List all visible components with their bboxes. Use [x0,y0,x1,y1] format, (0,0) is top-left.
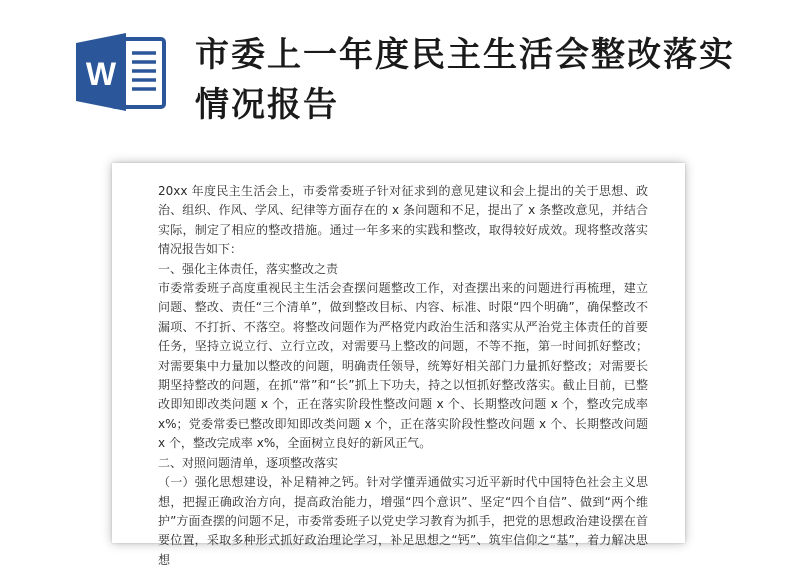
section-heading-2: 二、对照问题清单，逐项整改落实 [158,455,339,470]
page-title: 市委上一年度民主生活会整改落实情况报告 [195,35,735,125]
word-icon [76,33,176,111]
word-icon-letter: W [85,56,117,92]
document-page [112,163,685,567]
intro-paragraph: 20xx 年度民主生活会上，市委常委班子针对征求到的意见建议和会上提出的关于思想、政治、组织、作风、学风、纪律等方面存在的 x 条问题和不足，提出了 x 条整改意见，并结合实际，制定了相应的整改措施。通过一年多来的实践和整改，取得较好成效。现将整改落实情况报告如下： [158,184,648,257]
page-header [0,0,800,150]
section-heading-1: 一、强化主体责任，落实整改之责 [158,261,339,276]
section-2-paragraph: （一）强化思想建设，补足精神之钙。针对学懂弄通做实习近平新时代中国特色社会主义思想，把握正确政治方向，提高政治能力，增强“四个意识”、坚定“四个自信”、做到“两个维护”方面查摆的问题不足，市委常委班子以党史学习教育为抓手，把党的思想政治建设摆在首要位置，采取多种形式抓好政治理论学习，补足思想之“钙”、筑牢信仰之“基”，着力解决思想 [158,475,648,567]
section-1-paragraph: 市委常委班子高度重视民主生活会查摆问题整改工作，对查摆出来的问题进行再梳理，建立问题、整改、责任“三个清单”，做到整改目标、内容、标准、时限“四个明确”，确保整改不漏项、不打折、不落空。将整改问题作为严格党内政治生活和落实从严治党主体责任的首要任务，坚持立说立行、立行立改，对需要马上整改的问题，不等不拖，第一时间抓好整改；对需要集中力量加以整改的问题，明确责任领导，统筹好相关部门力量抓好整改；对需要长期坚持整改的问题，在抓“常”和“长”抓上下功夫，持之以恒抓好整改落实。截止目前，已整改即知即改类问题 x 个，正在落实阶段性整改问题 x 个、长期整改问题 x 个，整改完成率 x%；党委常委已整改即知即改类问题 x 个，正在落实阶段性整改问题 x 个、长期整改问题 x 个，整改完成率 x%，全面树立良好的新风正气。 [158,281,648,451]
document-body [158,182,648,570]
